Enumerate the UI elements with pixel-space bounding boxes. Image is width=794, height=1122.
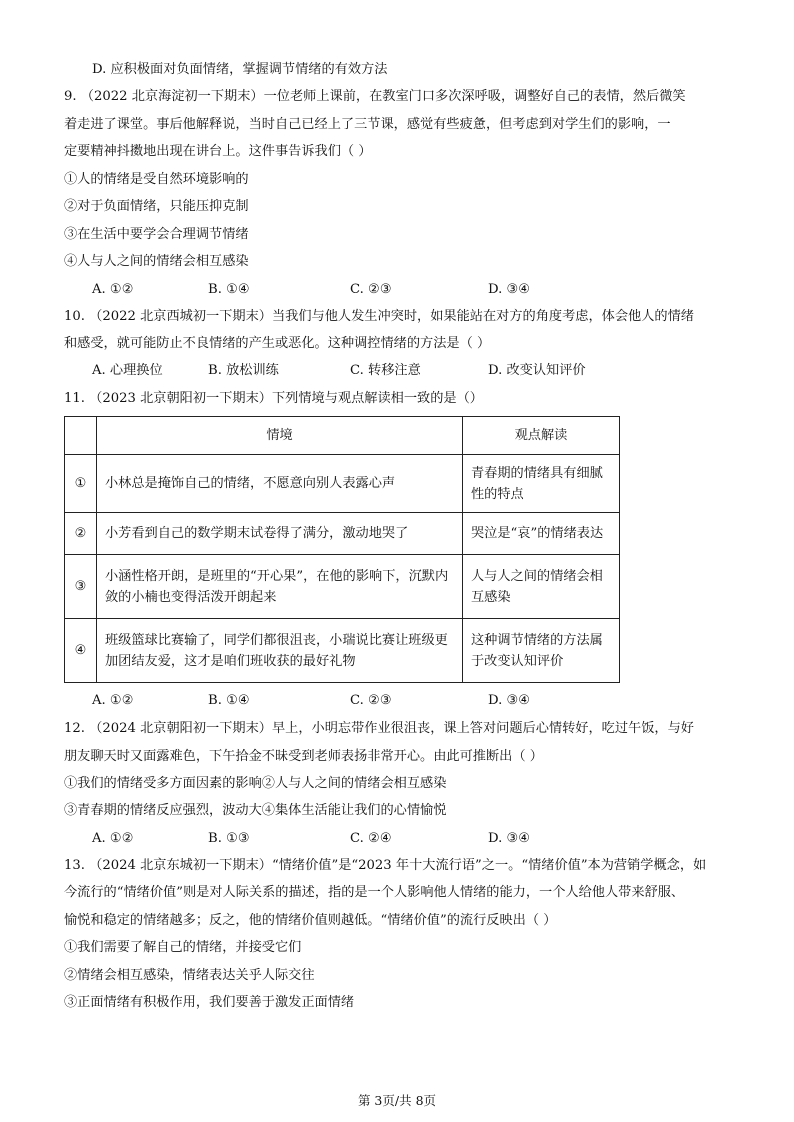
q9-option-a: A. ①② <box>92 282 134 297</box>
q10-option-b: B. 放松训练 <box>208 363 279 378</box>
table-cell: ② <box>65 513 97 555</box>
table-cell: ③ <box>65 555 97 619</box>
q9-options <box>92 280 652 300</box>
q10-stem-line1: 10. （2022 北京西城初一下期末）当我们与他人发生冲突时，如果能站在对方的角度考虑，体会他人的情绪 <box>64 309 694 324</box>
q9-item: ④人与人之间的情绪会相互感染 <box>64 254 249 269</box>
q13-stem-line3: 愉悦和稳定的情绪越多；反之，他的情绪价值则越低。“情绪价值”的流行反映出（ ） <box>64 913 557 928</box>
table-cell: 小林总是掩饰自己的情绪，不愿意向别人表露心声 <box>97 455 463 513</box>
q8-option-d: D. 应积极面对负面情绪，掌握调节情绪的有效方法 <box>92 62 388 77</box>
q13-stem-line2: 今流行的“情绪价值”则是对人际关系的描述，指的是一个人影响他人情绪的能力，一个人给他人带来舒服、 <box>64 885 685 900</box>
table-cell: 哭泣是“哀”的情绪表达 <box>463 513 620 555</box>
q11-stem: 11. （2023 北京朝阳初一下期末）下列情境与观点解读相一致的是（） <box>64 391 483 406</box>
table-cell: 班级篮球比赛输了，同学们都很沮丧，小瑞说比赛让班级更加团结友爱，这才是咱们班收获的最好礼物 <box>97 619 463 683</box>
q11-option-c: C. ②③ <box>350 693 392 708</box>
table-row <box>65 455 620 513</box>
q10-options <box>92 361 652 381</box>
table-row <box>65 513 620 555</box>
table-row <box>65 619 620 683</box>
table-cell: 小芳看到自己的数学期末试卷得了满分，激动地哭了 <box>97 513 463 555</box>
q12-items-line1: ①我们的情绪受多方面因素的影响②人与人之间的情绪会相互感染 <box>64 776 447 791</box>
q9-item: ②对于负面情绪，只能压抑克制 <box>64 199 249 214</box>
q11-options <box>92 691 652 711</box>
q10-option-d: D. 改变认知评价 <box>488 363 586 378</box>
q11-option-a: A. ①② <box>92 693 134 708</box>
table-row <box>65 555 620 619</box>
table-header-cell: 观点解读 <box>463 417 620 455</box>
q9-item: ①人的情绪是受自然环境影响的 <box>64 172 249 187</box>
table-cell: 人与人之间的情绪会相互感染 <box>463 555 620 619</box>
table-cell: ④ <box>65 619 97 683</box>
table-header-row <box>65 417 620 455</box>
q13-item: ②情绪会相互感染，情绪表达关乎人际交往 <box>64 968 315 983</box>
q12-option-a: A. ①② <box>92 831 134 846</box>
q11-table <box>64 416 620 683</box>
q13-item: ③正面情绪有积极作用，我们要善于激发正面情绪 <box>64 995 355 1010</box>
table-cell: ① <box>65 455 97 513</box>
q10-stem-line2: 和感受，就可能防止不良情绪的产生或恶化。这种调控情绪的方法是（ ） <box>64 336 491 351</box>
q11-option-b: B. ①④ <box>208 693 250 708</box>
q12-option-b: B. ①③ <box>208 831 250 846</box>
q9-stem-line3: 定要精神抖擞地出现在讲台上。这件事告诉我们（ ） <box>64 144 372 159</box>
table-header-cell <box>65 417 97 455</box>
table-header-cell: 情境 <box>97 417 463 455</box>
q12-option-d: D. ③④ <box>488 831 531 846</box>
page-footer: 第 3页/共 8页 <box>357 1093 437 1108</box>
q9-item: ③在生活中要学会合理调节情绪 <box>64 227 249 242</box>
q9-option-d: D. ③④ <box>488 282 531 297</box>
table-cell: 这种调节情绪的方法属于改变认知评价 <box>463 619 620 683</box>
table-cell: 小涵性格开朗，是班里的“开心果”，在他的影响下，沉默内敛的小楠也变得活泼开朗起来 <box>97 555 463 619</box>
q12-stem-line1: 12. （2024 北京朝阳初一下期末）早上，小明忘带作业很沮丧，课上答对问题后心情转好，吃过午饭，与好 <box>64 721 694 736</box>
q9-stem-line1: 9. （2022 北京海淀初一下期末）一位老师上课前，在教室门口多次深呼吸，调整好自己的表情，然后微笑 <box>64 89 686 104</box>
q12-stem-line2: 朋友聊天时又面露难色，下午拾金不昧受到老师表扬非常开心。由此可推断出（ ） <box>64 749 543 764</box>
q9-option-b: B. ①④ <box>208 282 250 297</box>
q10-option-a: A. 心理换位 <box>92 363 163 378</box>
q12-items-line2: ③青春期的情绪反应强烈，波动大④集体生活能让我们的心情愉悦 <box>64 803 447 818</box>
q9-option-c: C. ②③ <box>350 282 392 297</box>
q13-stem-line1: 13. （2024 北京东城初一下期末）“情绪价值”是“2023 年十大流行语”之一。“情绪价值”本为营销学概念，如 <box>64 858 707 873</box>
table-cell: 青春期的情绪具有细腻性的特点 <box>463 455 620 513</box>
q12-option-c: C. ②④ <box>350 831 392 846</box>
q9-stem-line2: 着走进了课堂。事后他解释说，当时自己已经上了三节课，感觉有些疲惫，但考虑到对学生们的影响，一 <box>64 117 671 132</box>
q10-option-c: C. 转移注意 <box>350 363 421 378</box>
q13-item: ①我们需要了解自己的情绪，并接受它们 <box>64 940 302 955</box>
q12-options <box>92 829 652 849</box>
q11-option-d: D. ③④ <box>488 693 531 708</box>
